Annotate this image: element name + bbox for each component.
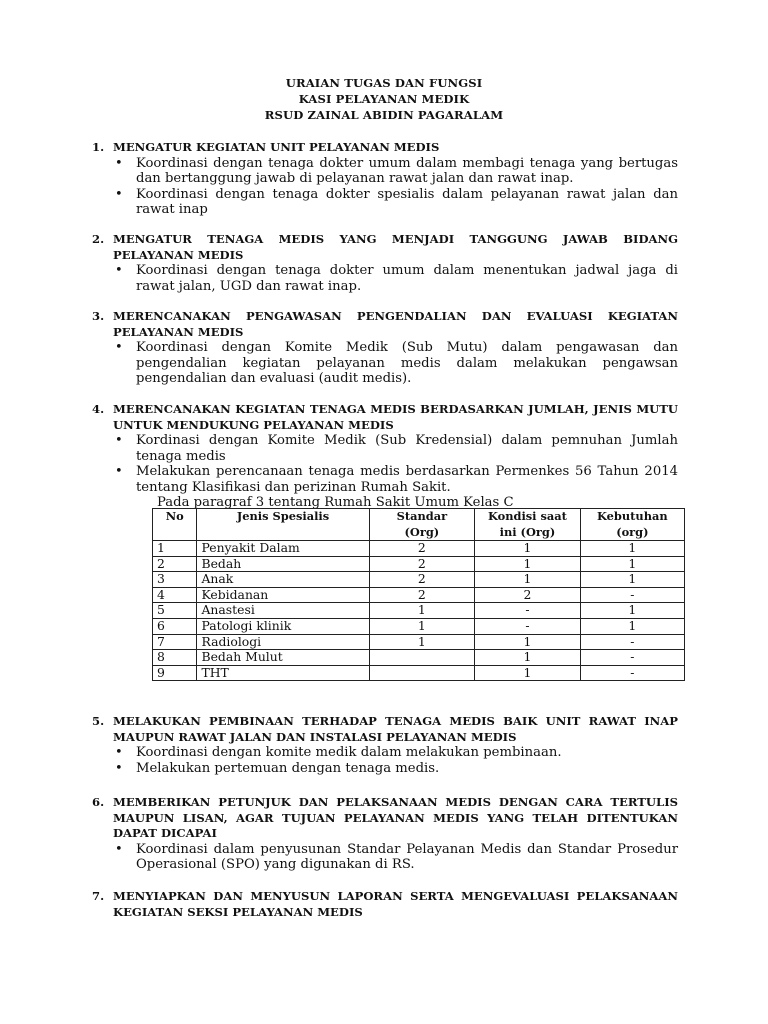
section-heading: MELAKUKAN PEMBINAAN TERHADAP TENAGA MEDIS BAIK UNIT RAWAT INAP MAUPUN RAWAT JALAN DAN INSTALASI PELAYANAN MEDIS (113, 714, 678, 744)
cell-kebutuhan: 1 (580, 556, 684, 572)
section-heading: MENGATUR KEGIATAN UNIT PELAYANAN MEDIS (113, 140, 440, 154)
cell-jenis: Penyakit Dalam (197, 541, 369, 557)
doc-title-line3: RSUD ZAINAL ABIDIN PAGARALAM (264, 108, 504, 122)
section-number: 6. (92, 795, 105, 809)
table-row (153, 603, 685, 619)
doc-title-line1: URAIAN TUGAS DAN FUNGSI (285, 76, 483, 90)
table-row (153, 618, 685, 634)
section-number: 5. (92, 714, 105, 728)
section-heading: MENYIAPKAN DAN MENYUSUN LAPORAN SERTA MENGEVALUASI PELAKSANAAN KEGIATAN SEKSI PELAYANAN MEDIS (113, 889, 678, 919)
cell-standar: 2 (369, 572, 475, 588)
cell-standar: 1 (369, 634, 475, 650)
table-row (153, 634, 685, 650)
cell-no: 7 (153, 634, 197, 650)
col-header-kebutuhan: Kebutuhan (org) (580, 509, 684, 541)
table-header-row (153, 509, 685, 541)
bullet-text: Koordinasi dengan Komite Medik (Sub Mutu) dalam pengawasan dan pengendalian kegiatan pelayanan medis dalam melakukan pengawsan pengendalian dan evaluasi (audit medis). (136, 340, 678, 386)
section-4 (92, 402, 678, 511)
bullet-list (115, 841, 678, 873)
cell-jenis: Kebidanan (197, 587, 369, 603)
bullet-icon: • (115, 340, 123, 355)
bullet-text: Koordinasi dalam penyusunan Standar Pelayanan Medis dan Standar Prosedur Operasional (SPO) yang digunakan di RS. (136, 841, 678, 872)
cell-kebutuhan: 1 (580, 541, 684, 557)
cell-kondisi: 1 (475, 556, 581, 572)
section-3 (92, 309, 678, 387)
cell-standar: 2 (369, 556, 475, 572)
bullet-list (115, 433, 678, 495)
table-body (153, 541, 685, 681)
section-number: 1. (92, 140, 105, 154)
cell-kondisi: 1 (475, 650, 581, 666)
bullet-icon: • (115, 841, 123, 857)
cell-standar: 2 (369, 541, 475, 557)
bullet-text: Koordinasi dengan tenaga dokter umum dalam menentukan jadwal jaga di rawat jalan, UGD dan rawat inap. (136, 263, 678, 294)
bullet-icon: • (115, 263, 123, 278)
cell-kondisi: 1 (475, 665, 581, 681)
bullet-icon: • (115, 745, 123, 760)
section-6 (92, 795, 678, 873)
col-header-no: No (153, 509, 197, 541)
section-number: 2. (92, 232, 105, 246)
section-heading: MENGATUR TENAGA MEDIS YANG MENJADI TANGGUNG JAWAB BIDANG PELAYANAN MEDIS (113, 232, 678, 262)
cell-kebutuhan: - (580, 587, 684, 603)
list-item (115, 464, 678, 495)
section-5 (92, 714, 678, 776)
cell-kondisi: 2 (475, 587, 581, 603)
bullet-list (115, 340, 678, 387)
cell-kebutuhan: 1 (580, 603, 684, 619)
cell-jenis: Anak (197, 572, 369, 588)
bullet-text: Koordinasi dengan komite medik dalam melakukan pembinaan. (136, 745, 562, 760)
cell-no: 8 (153, 650, 197, 666)
table-row (153, 587, 685, 603)
cell-jenis: Bedah (197, 556, 369, 572)
doc-title-line2: KASI PELAYANAN MEDIK (298, 92, 470, 106)
bullet-list (115, 745, 678, 776)
table-row (153, 650, 685, 666)
section-heading: MEMBERIKAN PETUNJUK DAN PELAKSANAAN MEDIS DENGAN CARA TERTULIS MAUPUN LISAN, AGAR TUJUAN PELAYANAN MEDIS YANG TELAH DITENTUKAN DAPAT DICAPAI (113, 795, 678, 840)
cell-kondisi: 1 (475, 572, 581, 588)
list-item (115, 433, 678, 464)
table-row (153, 572, 685, 588)
section-7 (92, 889, 678, 920)
list-item (115, 263, 678, 294)
cell-no: 1 (153, 541, 197, 557)
cell-no: 9 (153, 665, 197, 681)
section-number: 4. (92, 402, 105, 416)
cell-kondisi: 1 (475, 634, 581, 650)
list-item (115, 841, 678, 873)
bullet-icon: • (115, 760, 123, 776)
cell-kondisi: - (475, 603, 581, 619)
list-item (115, 760, 678, 777)
list-item (115, 745, 678, 761)
cell-kondisi: 1 (475, 541, 581, 557)
bullet-text: Koordinasi dengan tenaga dokter umum dalam membagi tenaga yang bertugas dan bertanggung jawab di pelayanan rawat jalan dan rawat inap. (136, 155, 678, 186)
cell-standar (369, 665, 475, 681)
section-number: 7. (92, 889, 105, 903)
cell-standar: 2 (369, 587, 475, 603)
specialist-table (152, 508, 685, 681)
section-number: 3. (92, 309, 105, 323)
bullet-icon: • (115, 155, 123, 171)
table-row (153, 541, 685, 557)
list-item (115, 186, 678, 218)
section-heading: MERENCANAKAN PENGAWASAN PENGENDALIAN DAN EVALUASI KEGIATAN PELAYANAN MEDIS (113, 309, 678, 339)
bullet-icon: • (115, 186, 123, 202)
cell-no: 6 (153, 618, 197, 634)
table-caption: Pada paragraf 3 tentang Rumah Sakit Umum Kelas C (157, 495, 514, 510)
table-row (153, 556, 685, 572)
bullet-list (115, 263, 678, 294)
bullet-list (115, 155, 678, 218)
cell-jenis: Patologi klinik (197, 618, 369, 634)
section-2 (92, 232, 678, 294)
table-row (153, 665, 685, 681)
bullet-icon: • (115, 433, 123, 448)
col-header-kondisi: Kondisi saat ini (Org) (475, 509, 581, 541)
section-1 (92, 140, 678, 218)
cell-standar (369, 650, 475, 666)
cell-kebutuhan: - (580, 634, 684, 650)
cell-jenis: Radiologi (197, 634, 369, 650)
cell-no: 2 (153, 556, 197, 572)
col-header-standar: Standar (Org) (369, 509, 475, 541)
bullet-text: Melakukan perencanaan tenaga medis berdasarkan Permenkes 56 Tahun 2014 tentang Klasifikasi dan perizinan Rumah Sakit. (136, 464, 678, 495)
cell-no: 4 (153, 587, 197, 603)
list-item (115, 340, 678, 387)
cell-kondisi: - (475, 618, 581, 634)
cell-kebutuhan: - (580, 650, 684, 666)
col-header-jenis: Jenis Spesialis (197, 509, 369, 541)
section-heading: MERENCANAKAN KEGIATAN TENAGA MEDIS BERDASARKAN JUMLAH, JENIS MUTU UNTUK MENDUKUNG PELAYANAN MEDIS (113, 402, 678, 432)
bullet-icon: • (115, 464, 123, 479)
cell-no: 3 (153, 572, 197, 588)
cell-standar: 1 (369, 603, 475, 619)
cell-no: 5 (153, 603, 197, 619)
cell-kebutuhan: 1 (580, 618, 684, 634)
bullet-text: Koordinasi dengan tenaga dokter spesialis dalam pelayanan rawat jalan dan rawat inap (136, 186, 678, 217)
cell-standar: 1 (369, 618, 475, 634)
cell-jenis: Anastesi (197, 603, 369, 619)
bullet-text: Melakukan pertemuan dengan tenaga medis. (136, 760, 440, 776)
bullet-text: Kordinasi dengan Komite Medik (Sub Kredensial) dalam pemnuhan Jumlah tenaga medis (136, 433, 678, 464)
cell-jenis: Bedah Mulut (197, 650, 369, 666)
list-item (115, 155, 678, 187)
cell-kebutuhan: - (580, 665, 684, 681)
cell-jenis: THT (197, 665, 369, 681)
cell-kebutuhan: 1 (580, 572, 684, 588)
